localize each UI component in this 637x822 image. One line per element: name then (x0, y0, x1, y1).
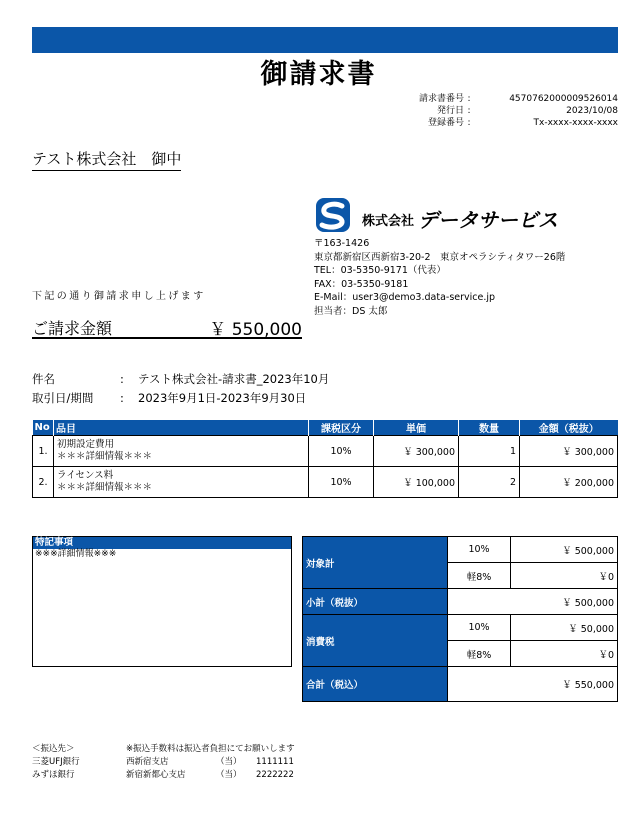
header-bar (32, 27, 618, 53)
row-unit-price: ￥ 100,000 (374, 467, 459, 498)
subject-block (32, 370, 329, 408)
totals-row (303, 615, 618, 641)
bank-header: ＜振込先＞ (32, 744, 75, 754)
bank-name: みずほ銀行 (32, 770, 75, 780)
row-qty: 2 (459, 467, 520, 498)
row-no: 2. (33, 467, 54, 498)
company-logo (314, 196, 564, 234)
amount-cell: ￥ 500,000 (511, 537, 618, 563)
totals-row (303, 667, 618, 702)
meta-row-registration: 登録番号 : Tx-xxxx-xxxx-xxxx (388, 117, 618, 129)
col-unit-price: 単価 (374, 420, 459, 436)
subject-label: 件名 (32, 372, 55, 386)
meta-row-number: 請求書番号 : 45707620000095260​14 (388, 93, 618, 105)
rate-cell: 軽8% (448, 563, 511, 589)
amount-label: ご請求金額 (32, 319, 113, 338)
col-no: No (33, 420, 54, 436)
col-amount: 金額（税抜） (520, 420, 618, 436)
invoice-meta (388, 93, 618, 129)
item-name: 初期設定費用 (57, 439, 115, 450)
row-amount: ￥ 200,000 (520, 467, 618, 498)
amount-cell: ￥0 (511, 641, 618, 667)
row-unit-price: ￥ 300,000 (374, 436, 459, 467)
issuer-address: 東京都新宿区西新宿3-20-2 東京オペラシティタワー26階 (314, 251, 566, 263)
row-no: 1. (33, 436, 54, 467)
bank-header-row (32, 743, 295, 756)
subtotal-label: 小計（税抜） (303, 589, 448, 615)
bank-row (32, 756, 295, 769)
meta-value: 2023/10/08 (566, 106, 618, 116)
bank-note: ※振込手数料は振込者負担にてお願いします (126, 744, 295, 754)
remarks-box (32, 536, 292, 667)
meta-label: 登録番号 (427, 118, 464, 128)
client-name: テスト株式会社 御中 (32, 148, 181, 171)
subtotal-value: ￥ 500,000 (448, 589, 618, 615)
row-item (54, 436, 309, 467)
totals-table (302, 536, 618, 702)
row-item (54, 467, 309, 498)
rate-cell: 10% (448, 537, 511, 563)
totals-row (303, 589, 618, 615)
meta-label: 請求書番号 (418, 94, 464, 104)
col-tax: 課税区分 (309, 420, 374, 436)
bank-row (32, 769, 295, 782)
period-row: 取引日/期間 : 2023年9月1日-2023年9月30日 (32, 389, 329, 408)
amount-value: ￥ 550,000 (209, 320, 302, 340)
issuer-email: E-Mail：user3@demo3.data-service.jp (314, 292, 496, 304)
item-name: ライセンス料 (57, 470, 114, 481)
item-detail: ＊＊＊詳細情報＊＊＊ (57, 451, 153, 462)
meta-value: 45707620000095260​14 (509, 94, 618, 104)
amount-cell: ￥0 (511, 563, 618, 589)
meta-value: Tx-xxxx-xxxx-xxxx (533, 118, 618, 128)
col-item: 品目 (54, 420, 309, 436)
meta-row-date: 発行日 : 2023/10/08 (388, 105, 618, 117)
tax-label: 消費税 (303, 615, 448, 667)
issuer-contact: 担当者：DS 太郎 (314, 305, 388, 317)
grand-total-value: ￥ 550,000 (448, 667, 618, 702)
subject-total-label: 対象計 (303, 537, 448, 589)
table-row (33, 467, 618, 498)
items-header-row (33, 420, 618, 436)
table-row (33, 436, 618, 467)
rate-cell: 10% (448, 615, 511, 641)
grand-total-label: 合計（税込） (303, 667, 448, 702)
account-number: 1111111 (256, 757, 294, 767)
rate-cell: 軽8% (448, 641, 511, 667)
issuer-tel: TEL：03-5350-9171（代表） (314, 265, 446, 277)
document-title: 御請求書 (260, 59, 377, 90)
account-type: （当） (216, 757, 242, 767)
row-tax: 10% (309, 436, 374, 467)
row-tax: 10% (309, 467, 374, 498)
row-amount: ￥ 300,000 (520, 436, 618, 467)
bank-name: 三菱UFJ銀行 (32, 757, 80, 767)
issuer-postal: 〒163-1426 (314, 238, 370, 249)
col-qty: 数量 (459, 420, 520, 436)
item-detail: ＊＊＊詳細情報＊＊＊ (57, 482, 153, 493)
account-number: 2222222 (256, 770, 294, 780)
svg-text:株式会社: 株式会社 (362, 214, 415, 229)
account-type: （当） (216, 770, 242, 780)
period-label: 取引日/期間 (32, 391, 94, 405)
bank-branch: 西新宿支店 (126, 757, 169, 767)
subject-row: 件名 : テスト株式会社-請求書_2023年10月 (32, 370, 329, 389)
remarks-header: 特記事項 (33, 537, 291, 549)
items-table (32, 420, 618, 498)
remarks-body: ※※※詳細情報※※※ (35, 549, 117, 559)
intro-text: 下記の通り御請求申し上げます (32, 291, 206, 302)
subject-value: テスト株式会社-請求書_2023年10月 (138, 372, 330, 386)
bank-branch: 新宿新都心支店 (126, 770, 186, 780)
amount-cell: ￥ 50,000 (511, 615, 618, 641)
period-value: 2023年9月1日-2023年9月30日 (138, 391, 307, 405)
bank-info (32, 743, 295, 782)
issuer-fax: FAX：03-5350-9181 (314, 278, 409, 290)
meta-label: 発行日 (436, 106, 464, 116)
svg-text:データサービス: データサービス (418, 208, 558, 232)
totals-row (303, 537, 618, 563)
billing-amount (32, 313, 302, 339)
issuer-info (314, 237, 565, 319)
row-qty: 1 (459, 436, 520, 467)
